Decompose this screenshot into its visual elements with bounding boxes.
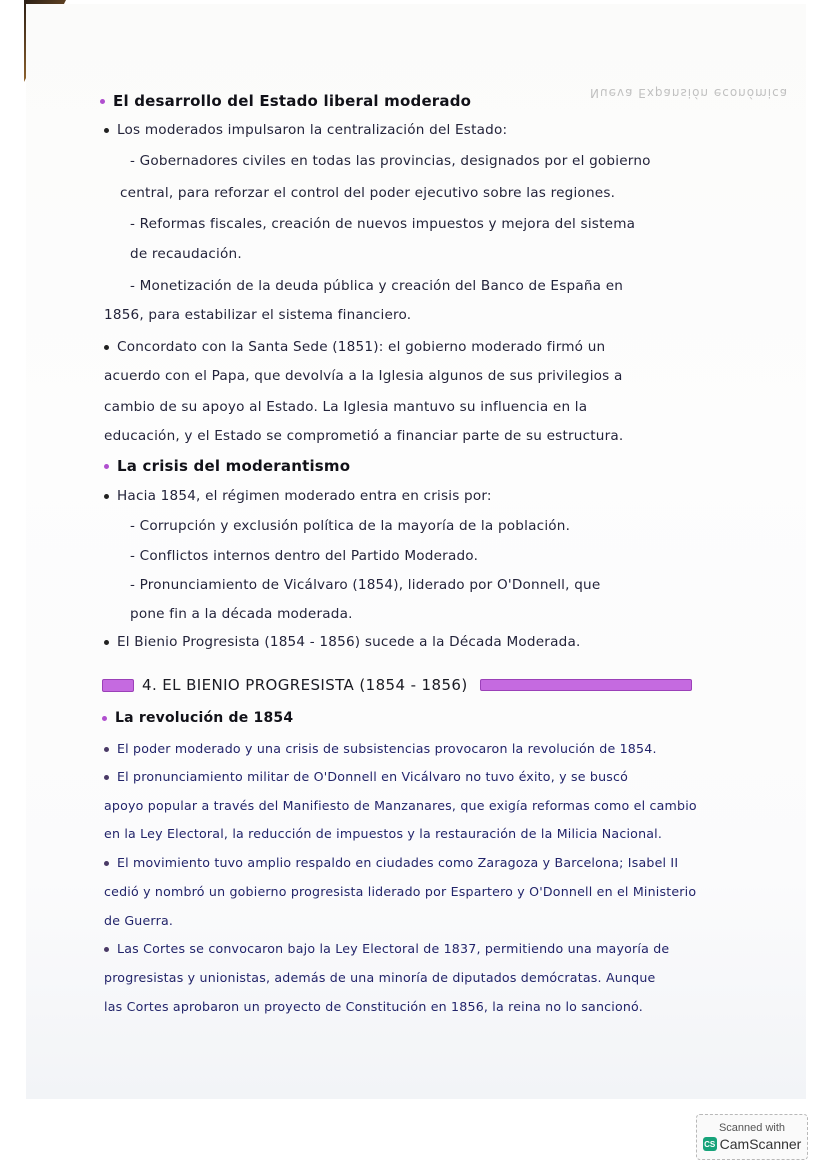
bullet-icon xyxy=(104,747,109,752)
text-line: - Pronunciamiento de Vicálvaro (1854), liderado por O'Donnell, que xyxy=(130,577,601,593)
bleed-through-text: Nueva Expansión económica xyxy=(590,86,789,100)
text-line: educación, y el Estado se comprometió a financiar parte de su estructura. xyxy=(104,428,624,444)
bullet-icon xyxy=(104,128,109,133)
text-line: - Gobernadores civiles en todas las provincias, designados por el gobierno xyxy=(130,153,651,169)
text-line: Los moderados impulsaron la centralización del Estado: xyxy=(104,122,507,138)
text-line: progresistas y unionistas, además de una minoría de diputados demócratas. Aunque xyxy=(104,970,656,985)
bullet-icon xyxy=(104,494,109,499)
text-line: cedió y nombró un gobierno progresista liderado por Espartero y O'Donnell en el Ministerio xyxy=(104,884,697,899)
camscanner-logo-icon: CS xyxy=(703,1137,717,1151)
text-line: Hacia 1854, el régimen moderado entra en crisis por: xyxy=(104,488,492,504)
text-line: central, para reforzar el control del poder ejecutivo sobre las regiones. xyxy=(120,185,616,201)
bullet-icon xyxy=(104,861,109,866)
text-line: El movimiento tuvo amplio respaldo en ciudades como Zaragoza y Barcelona; Isabel II xyxy=(104,855,678,870)
text-line: en la Ley Electoral, la reducción de impuestos y la restauración de la Milicia Nacional. xyxy=(104,826,663,841)
text-line: - Reformas fiscales, creación de nuevos impuestos y mejora del sistema xyxy=(130,216,636,232)
text-line: Las Cortes se convocaron bajo la Ley Electoral de 1837, permitiendo una mayoría de xyxy=(104,941,669,956)
bullet-icon xyxy=(104,947,109,952)
bullet-icon xyxy=(104,775,109,780)
text-line: El pronunciamiento militar de O'Donnell en Vicálvaro no tuvo éxito, y se buscó xyxy=(104,769,628,784)
section-title-bienio: 4. EL BIENIO PROGRESISTA (1854 - 1856) xyxy=(102,676,692,694)
bullet-icon xyxy=(100,99,105,104)
text-line: 1856, para estabilizar el sistema financiero. xyxy=(104,307,412,323)
text-line: - Corrupción y exclusión política de la mayoría de la población. xyxy=(130,518,571,534)
bullet-icon xyxy=(104,345,109,350)
text-line: pone fin a la década moderada. xyxy=(130,606,353,622)
text-line: Concordato con la Santa Sede (1851): el gobierno moderado firmó un xyxy=(104,339,605,355)
text-line: El Bienio Progresista (1854 - 1856) sucede a la Década Moderada. xyxy=(104,634,581,650)
highlighter-mark-right xyxy=(480,679,692,691)
text-line: apoyo popular a través del Manifiesto de Manzanares, que exigía reformas como el cambio xyxy=(104,798,697,813)
text-line: de Guerra. xyxy=(104,913,174,928)
text-line: de recaudación. xyxy=(130,246,242,262)
text-line: cambio de su apoyo al Estado. La Iglesia mantuvo su influencia en la xyxy=(104,399,588,415)
heading-revolucion-1854: La revolución de 1854 xyxy=(102,710,293,726)
text-line: acuerdo con el Papa, que devolvía a la Iglesia algunos de sus privilegios a xyxy=(104,368,623,384)
camscanner-watermark: Scanned with CS CamScanner xyxy=(696,1114,808,1160)
text-line: El poder moderado y una crisis de subsistencias provocaron la revolución de 1854. xyxy=(104,741,657,756)
bullet-icon xyxy=(104,640,109,645)
text-line: las Cortes aprobaron un proyecto de Constitución en 1856, la reina no lo sancionó. xyxy=(104,999,643,1014)
bullet-icon xyxy=(104,464,109,469)
text-line: - Conflictos internos dentro del Partido Moderado. xyxy=(130,548,479,564)
text-line: - Monetización de la deuda pública y creación del Banco de España en xyxy=(130,278,624,294)
heading-crisis-moderantismo: La crisis del moderantismo xyxy=(104,457,350,475)
heading-estado-liberal: El desarrollo del Estado liberal moderado xyxy=(100,92,471,110)
highlighter-mark-left xyxy=(102,679,134,692)
bullet-icon xyxy=(102,716,107,721)
